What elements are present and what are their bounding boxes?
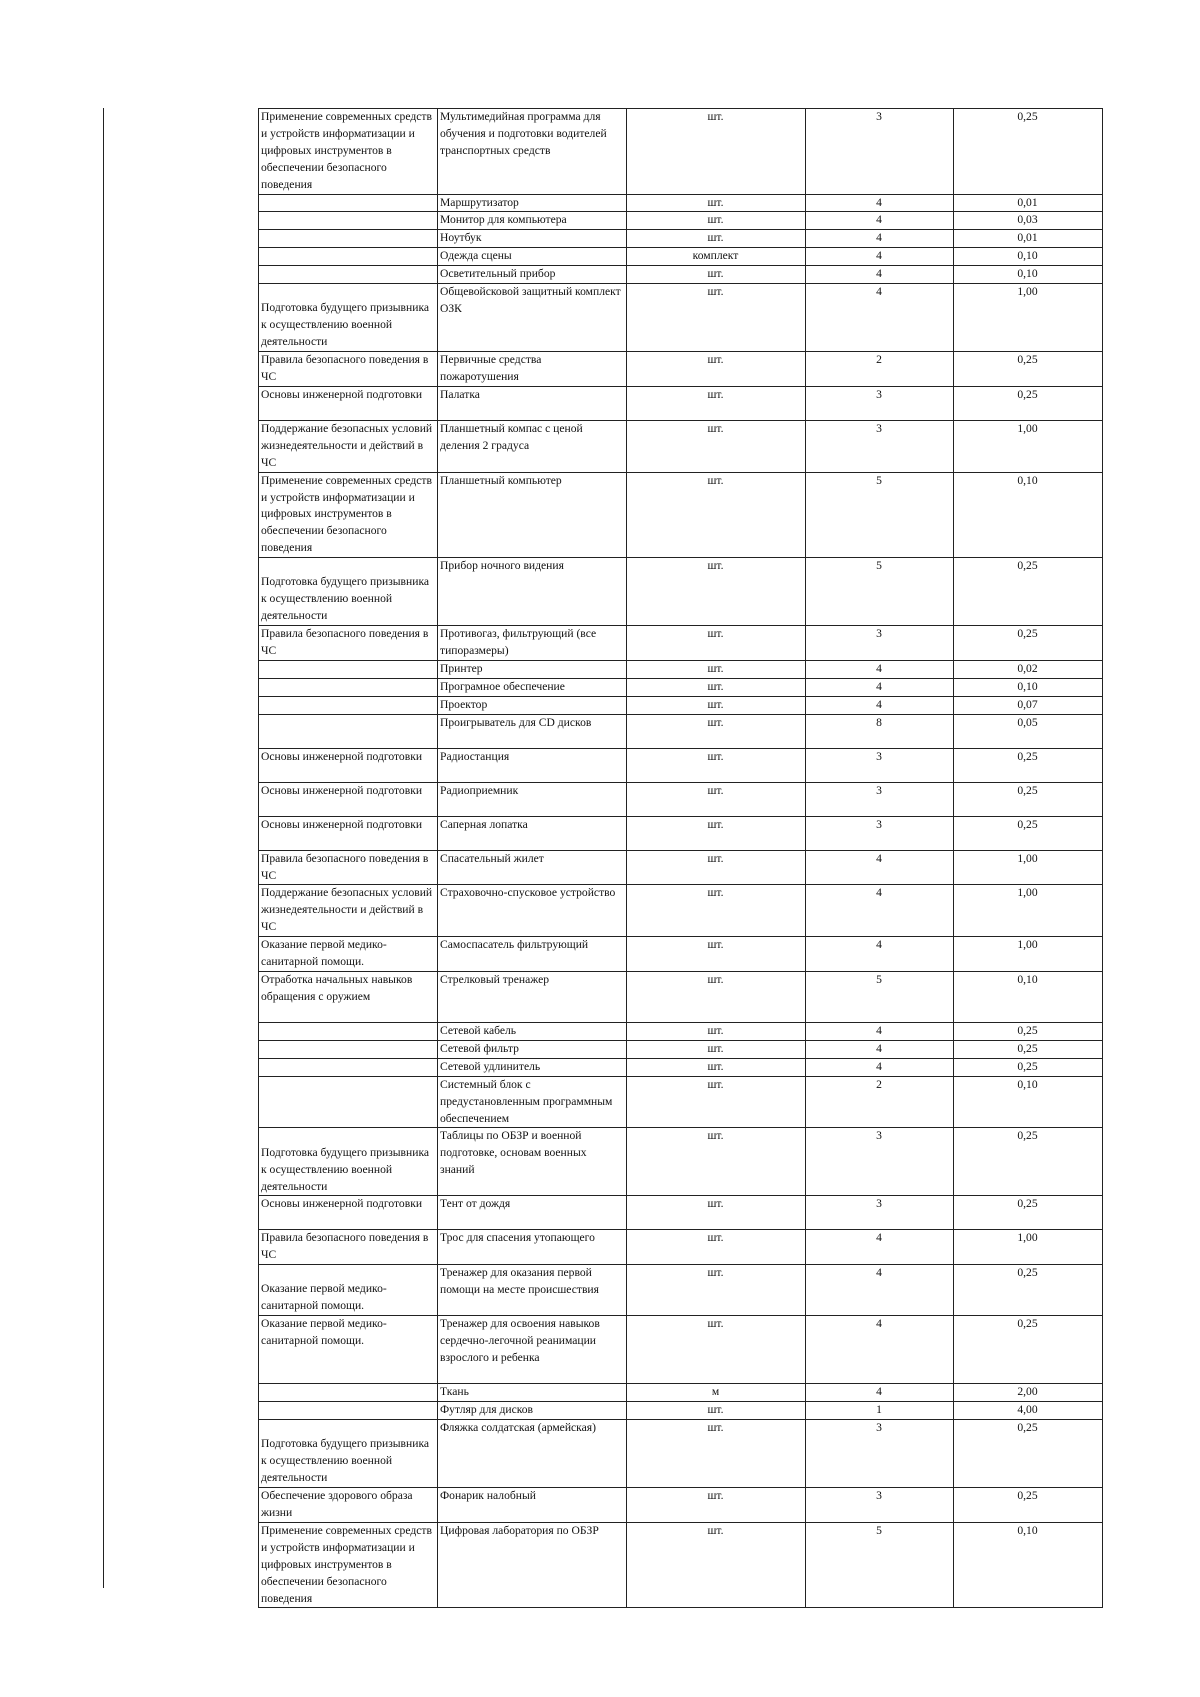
coefficient-cell: 0,25 bbox=[954, 1316, 1103, 1384]
item-cell: Трос для спасения утопающего bbox=[438, 1230, 627, 1265]
table-row bbox=[259, 1196, 1103, 1230]
coefficient-cell: 0,25 bbox=[954, 1265, 1103, 1316]
unit-cell: шт. bbox=[627, 1402, 806, 1420]
topic-cell: Правила безопасного поведения в ЧС bbox=[259, 850, 438, 885]
coefficient-cell: 0,10 bbox=[954, 1076, 1103, 1128]
table-row bbox=[259, 972, 1103, 1023]
unit-cell: шт. bbox=[627, 420, 806, 472]
unit-cell: шт. bbox=[627, 660, 806, 678]
item-cell: Радиостанция bbox=[438, 748, 627, 782]
quantity-cell: 3 bbox=[806, 1488, 954, 1523]
unit-cell: шт. bbox=[627, 194, 806, 212]
topic-cell bbox=[259, 1076, 438, 1128]
unit-cell: шт. bbox=[627, 850, 806, 885]
table-row bbox=[259, 885, 1103, 937]
item-cell: Ноутбук bbox=[438, 230, 627, 248]
quantity-cell: 4 bbox=[806, 212, 954, 230]
table-row bbox=[259, 678, 1103, 696]
topic-cell: Отработка начальных навыков обращения с оружием bbox=[259, 972, 438, 1023]
unit-cell: шт. bbox=[627, 696, 806, 714]
table-row bbox=[259, 782, 1103, 816]
item-cell: Спасательный жилет bbox=[438, 850, 627, 885]
unit-cell: м bbox=[627, 1384, 806, 1402]
item-cell: Проигрыватель для CD дисков bbox=[438, 714, 627, 748]
item-cell: Цифровая лаборатория по ОБЗР bbox=[438, 1522, 627, 1608]
item-cell: Маршрутизатор bbox=[438, 194, 627, 212]
coefficient-cell: 4,00 bbox=[954, 1402, 1103, 1420]
unit-cell: шт. bbox=[627, 748, 806, 782]
topic-cell: Подготовка будущего призывника к осуществлению военной деятельности bbox=[259, 558, 438, 626]
quantity-cell: 4 bbox=[806, 1058, 954, 1076]
coefficient-cell: 0,10 bbox=[954, 472, 1103, 558]
quantity-cell: 2 bbox=[806, 352, 954, 387]
unit-cell: шт. bbox=[627, 1420, 806, 1488]
coefficient-cell: 1,00 bbox=[954, 284, 1103, 352]
quantity-cell: 4 bbox=[806, 660, 954, 678]
quantity-cell: 4 bbox=[806, 696, 954, 714]
quantity-cell: 5 bbox=[806, 472, 954, 558]
table-row bbox=[259, 1522, 1103, 1608]
topic-cell bbox=[259, 248, 438, 266]
table-row bbox=[259, 230, 1103, 248]
table-row bbox=[259, 284, 1103, 352]
table-row bbox=[259, 1420, 1103, 1488]
item-cell: Фляжка солдатская (армейская) bbox=[438, 1420, 627, 1488]
coefficient-cell: 0,07 bbox=[954, 696, 1103, 714]
item-cell: Общевойсковой защитный комплект ОЗК bbox=[438, 284, 627, 352]
coefficient-cell: 0,25 bbox=[954, 1128, 1103, 1196]
coefficient-cell: 0,25 bbox=[954, 1420, 1103, 1488]
coefficient-cell: 0,25 bbox=[954, 352, 1103, 387]
coefficient-cell: 0,10 bbox=[954, 972, 1103, 1023]
topic-cell: Правила безопасного поведения в ЧС bbox=[259, 626, 438, 661]
table-row bbox=[259, 816, 1103, 850]
quantity-cell: 3 bbox=[806, 386, 954, 420]
coefficient-cell: 0,25 bbox=[954, 1196, 1103, 1230]
quantity-cell: 5 bbox=[806, 558, 954, 626]
quantity-cell: 3 bbox=[806, 1196, 954, 1230]
coefficient-cell: 0,10 bbox=[954, 678, 1103, 696]
coefficient-cell: 1,00 bbox=[954, 885, 1103, 937]
unit-cell: шт. bbox=[627, 1488, 806, 1523]
unit-cell: шт. bbox=[627, 782, 806, 816]
quantity-cell: 3 bbox=[806, 816, 954, 850]
quantity-cell: 4 bbox=[806, 230, 954, 248]
topic-cell bbox=[259, 714, 438, 748]
topic-cell: Оказание первой медико-санитарной помощи. bbox=[259, 1265, 438, 1316]
coefficient-cell: 0,10 bbox=[954, 1522, 1103, 1608]
item-cell: Мультимедийная программа для обучения и подготовки водителей транспортных средств bbox=[438, 109, 627, 195]
coefficient-cell: 1,00 bbox=[954, 1230, 1103, 1265]
quantity-cell: 4 bbox=[806, 1230, 954, 1265]
table-row bbox=[259, 626, 1103, 661]
item-cell: Фонарик налобный bbox=[438, 1488, 627, 1523]
topic-cell bbox=[259, 1023, 438, 1041]
item-cell: Системный блок с предустановленным программным обеспечением bbox=[438, 1076, 627, 1128]
item-cell: Прибор ночного видения bbox=[438, 558, 627, 626]
table-row bbox=[259, 937, 1103, 972]
unit-cell: шт. bbox=[627, 1076, 806, 1128]
item-cell: Планшетный компас с ценой деления 2 градуса bbox=[438, 420, 627, 472]
table-row bbox=[259, 1076, 1103, 1128]
unit-cell: шт. bbox=[627, 1128, 806, 1196]
topic-cell: Подготовка будущего призывника к осуществлению военной деятельности bbox=[259, 1128, 438, 1196]
unit-cell: комплект bbox=[627, 248, 806, 266]
topic-cell: Основы инженерной подготовки bbox=[259, 782, 438, 816]
topic-cell bbox=[259, 696, 438, 714]
unit-cell: шт. bbox=[627, 352, 806, 387]
unit-cell: шт. bbox=[627, 109, 806, 195]
table-row bbox=[259, 194, 1103, 212]
equipment-table bbox=[258, 108, 1103, 1608]
coefficient-cell: 0,25 bbox=[954, 386, 1103, 420]
unit-cell: шт. bbox=[627, 1023, 806, 1041]
quantity-cell: 4 bbox=[806, 1384, 954, 1402]
item-cell: Противогаз, фильтрующий (все типоразмеры) bbox=[438, 626, 627, 661]
unit-cell: шт. bbox=[627, 230, 806, 248]
table-row bbox=[259, 660, 1103, 678]
quantity-cell: 4 bbox=[806, 1265, 954, 1316]
coefficient-cell: 0,10 bbox=[954, 248, 1103, 266]
table-row bbox=[259, 420, 1103, 472]
coefficient-cell: 0,25 bbox=[954, 109, 1103, 195]
item-cell: Палатка bbox=[438, 386, 627, 420]
item-cell: Проектор bbox=[438, 696, 627, 714]
coefficient-cell: 1,00 bbox=[954, 850, 1103, 885]
unit-cell: шт. bbox=[627, 1230, 806, 1265]
quantity-cell: 4 bbox=[806, 266, 954, 284]
quantity-cell: 1 bbox=[806, 1402, 954, 1420]
table-row bbox=[259, 472, 1103, 558]
quantity-cell: 4 bbox=[806, 194, 954, 212]
topic-cell bbox=[259, 1058, 438, 1076]
topic-cell bbox=[259, 1384, 438, 1402]
item-cell: Первичные средства пожаротушения bbox=[438, 352, 627, 387]
item-cell: Тренажер для оказания первой помощи на месте происшествия bbox=[438, 1265, 627, 1316]
quantity-cell: 8 bbox=[806, 714, 954, 748]
topic-cell: Применение современных средств и устройств информатизации и цифровых инструментов в обеспечении безопасного поведения bbox=[259, 472, 438, 558]
table-row bbox=[259, 1023, 1103, 1041]
quantity-cell: 4 bbox=[806, 248, 954, 266]
topic-cell: Основы инженерной подготовки bbox=[259, 816, 438, 850]
unit-cell: шт. bbox=[627, 558, 806, 626]
quantity-cell: 4 bbox=[806, 1040, 954, 1058]
coefficient-cell: 0,25 bbox=[954, 1040, 1103, 1058]
table-row bbox=[259, 1040, 1103, 1058]
quantity-cell: 4 bbox=[806, 937, 954, 972]
table-row bbox=[259, 1316, 1103, 1384]
item-cell: Програмное обеспечение bbox=[438, 678, 627, 696]
unit-cell: шт. bbox=[627, 284, 806, 352]
item-cell: Сетевой удлинитель bbox=[438, 1058, 627, 1076]
topic-cell: Применение современных средств и устройств информатизации и цифровых инструментов в обеспечении безопасного поведения bbox=[259, 1522, 438, 1608]
unit-cell: шт. bbox=[627, 1316, 806, 1384]
unit-cell: шт. bbox=[627, 937, 806, 972]
quantity-cell: 4 bbox=[806, 284, 954, 352]
topic-cell bbox=[259, 266, 438, 284]
item-cell: Планшетный компьютер bbox=[438, 472, 627, 558]
topic-cell bbox=[259, 678, 438, 696]
coefficient-cell: 0,25 bbox=[954, 782, 1103, 816]
coefficient-cell: 0,25 bbox=[954, 748, 1103, 782]
item-cell: Осветительный прибор bbox=[438, 266, 627, 284]
quantity-cell: 3 bbox=[806, 1128, 954, 1196]
unit-cell: шт. bbox=[627, 1040, 806, 1058]
topic-cell: Правила безопасного поведения в ЧС bbox=[259, 1230, 438, 1265]
item-cell: Тент от дождя bbox=[438, 1196, 627, 1230]
item-cell: Стрелковый тренажер bbox=[438, 972, 627, 1023]
item-cell: Принтер bbox=[438, 660, 627, 678]
item-cell: Радиоприемник bbox=[438, 782, 627, 816]
quantity-cell: 4 bbox=[806, 850, 954, 885]
item-cell: Саперная лопатка bbox=[438, 816, 627, 850]
item-cell: Сетевой фильтр bbox=[438, 1040, 627, 1058]
table-row bbox=[259, 850, 1103, 885]
item-cell: Страховочно-спусковое устройство bbox=[438, 885, 627, 937]
topic-cell: Правила безопасного поведения в ЧС bbox=[259, 352, 438, 387]
coefficient-cell: 0,05 bbox=[954, 714, 1103, 748]
topic-cell bbox=[259, 1402, 438, 1420]
quantity-cell: 3 bbox=[806, 626, 954, 661]
quantity-cell: 2 bbox=[806, 1076, 954, 1128]
coefficient-cell: 1,00 bbox=[954, 937, 1103, 972]
table-row bbox=[259, 748, 1103, 782]
topic-cell: Поддержание безопасных условий жизнедеятельности и действий в ЧС bbox=[259, 420, 438, 472]
page-margin-rule bbox=[103, 108, 104, 1588]
topic-cell: Оказание первой медико-санитарной помощи. bbox=[259, 937, 438, 972]
topic-cell bbox=[259, 230, 438, 248]
unit-cell: шт. bbox=[627, 678, 806, 696]
table-row bbox=[259, 1488, 1103, 1523]
coefficient-cell: 2,00 bbox=[954, 1384, 1103, 1402]
coefficient-cell: 0,25 bbox=[954, 1488, 1103, 1523]
table-row bbox=[259, 1402, 1103, 1420]
topic-cell bbox=[259, 212, 438, 230]
item-cell: Самоспасатель фильтрующий bbox=[438, 937, 627, 972]
unit-cell: шт. bbox=[627, 1265, 806, 1316]
table-row bbox=[259, 1265, 1103, 1316]
table-row bbox=[259, 109, 1103, 195]
quantity-cell: 4 bbox=[806, 1023, 954, 1041]
coefficient-cell: 0,10 bbox=[954, 266, 1103, 284]
unit-cell: шт. bbox=[627, 816, 806, 850]
topic-cell bbox=[259, 1040, 438, 1058]
unit-cell: шт. bbox=[627, 626, 806, 661]
unit-cell: шт. bbox=[627, 1522, 806, 1608]
topic-cell bbox=[259, 194, 438, 212]
coefficient-cell: 0,25 bbox=[954, 816, 1103, 850]
table-row bbox=[259, 266, 1103, 284]
coefficient-cell: 0,02 bbox=[954, 660, 1103, 678]
topic-cell: Применение современных средств и устройств информатизации и цифровых инструментов в обеспечении безопасного поведения bbox=[259, 109, 438, 195]
item-cell: Футляр для дисков bbox=[438, 1402, 627, 1420]
table-row bbox=[259, 248, 1103, 266]
topic-cell: Подготовка будущего призывника к осуществлению военной деятельности bbox=[259, 284, 438, 352]
table-row bbox=[259, 212, 1103, 230]
coefficient-cell: 0,25 bbox=[954, 626, 1103, 661]
unit-cell: шт. bbox=[627, 885, 806, 937]
table-row bbox=[259, 696, 1103, 714]
coefficient-cell: 0,03 bbox=[954, 212, 1103, 230]
table-row bbox=[259, 1384, 1103, 1402]
quantity-cell: 3 bbox=[806, 1420, 954, 1488]
table-row bbox=[259, 1058, 1103, 1076]
item-cell: Ткань bbox=[438, 1384, 627, 1402]
coefficient-cell: 0,25 bbox=[954, 558, 1103, 626]
quantity-cell: 3 bbox=[806, 420, 954, 472]
topic-cell: Основы инженерной подготовки bbox=[259, 386, 438, 420]
quantity-cell: 4 bbox=[806, 678, 954, 696]
topic-cell: Подготовка будущего призывника к осуществлению военной деятельности bbox=[259, 1420, 438, 1488]
table-row bbox=[259, 352, 1103, 387]
unit-cell: шт. bbox=[627, 1196, 806, 1230]
coefficient-cell: 0,01 bbox=[954, 194, 1103, 212]
quantity-cell: 3 bbox=[806, 109, 954, 195]
unit-cell: шт. bbox=[627, 266, 806, 284]
topic-cell bbox=[259, 660, 438, 678]
table-row bbox=[259, 1230, 1103, 1265]
unit-cell: шт. bbox=[627, 472, 806, 558]
coefficient-cell: 0,25 bbox=[954, 1058, 1103, 1076]
quantity-cell: 3 bbox=[806, 748, 954, 782]
topic-cell: Обеспечение здорового образа жизни bbox=[259, 1488, 438, 1523]
table-row bbox=[259, 1128, 1103, 1196]
item-cell: Сетевой кабель bbox=[438, 1023, 627, 1041]
topic-cell: Оказание первой медико-санитарной помощи. bbox=[259, 1316, 438, 1384]
quantity-cell: 5 bbox=[806, 972, 954, 1023]
unit-cell: шт. bbox=[627, 972, 806, 1023]
quantity-cell: 3 bbox=[806, 782, 954, 816]
quantity-cell: 5 bbox=[806, 1522, 954, 1608]
item-cell: Монитор для компьютера bbox=[438, 212, 627, 230]
coefficient-cell: 0,01 bbox=[954, 230, 1103, 248]
topic-cell: Основы инженерной подготовки bbox=[259, 748, 438, 782]
item-cell: Таблицы по ОБЗР и военной подготовке, основам военных знаний bbox=[438, 1128, 627, 1196]
topic-cell: Основы инженерной подготовки bbox=[259, 1196, 438, 1230]
table-row bbox=[259, 558, 1103, 626]
unit-cell: шт. bbox=[627, 386, 806, 420]
table-row bbox=[259, 714, 1103, 748]
topic-cell: Поддержание безопасных условий жизнедеятельности и действий в ЧС bbox=[259, 885, 438, 937]
coefficient-cell: 1,00 bbox=[954, 420, 1103, 472]
item-cell: Тренажер для освоения навыков сердечно-легочной реанимации взрослого и ребенка bbox=[438, 1316, 627, 1384]
coefficient-cell: 0,25 bbox=[954, 1023, 1103, 1041]
table-row bbox=[259, 386, 1103, 420]
unit-cell: шт. bbox=[627, 714, 806, 748]
item-cell: Одежда сцены bbox=[438, 248, 627, 266]
unit-cell: шт. bbox=[627, 212, 806, 230]
quantity-cell: 4 bbox=[806, 1316, 954, 1384]
unit-cell: шт. bbox=[627, 1058, 806, 1076]
quantity-cell: 4 bbox=[806, 885, 954, 937]
